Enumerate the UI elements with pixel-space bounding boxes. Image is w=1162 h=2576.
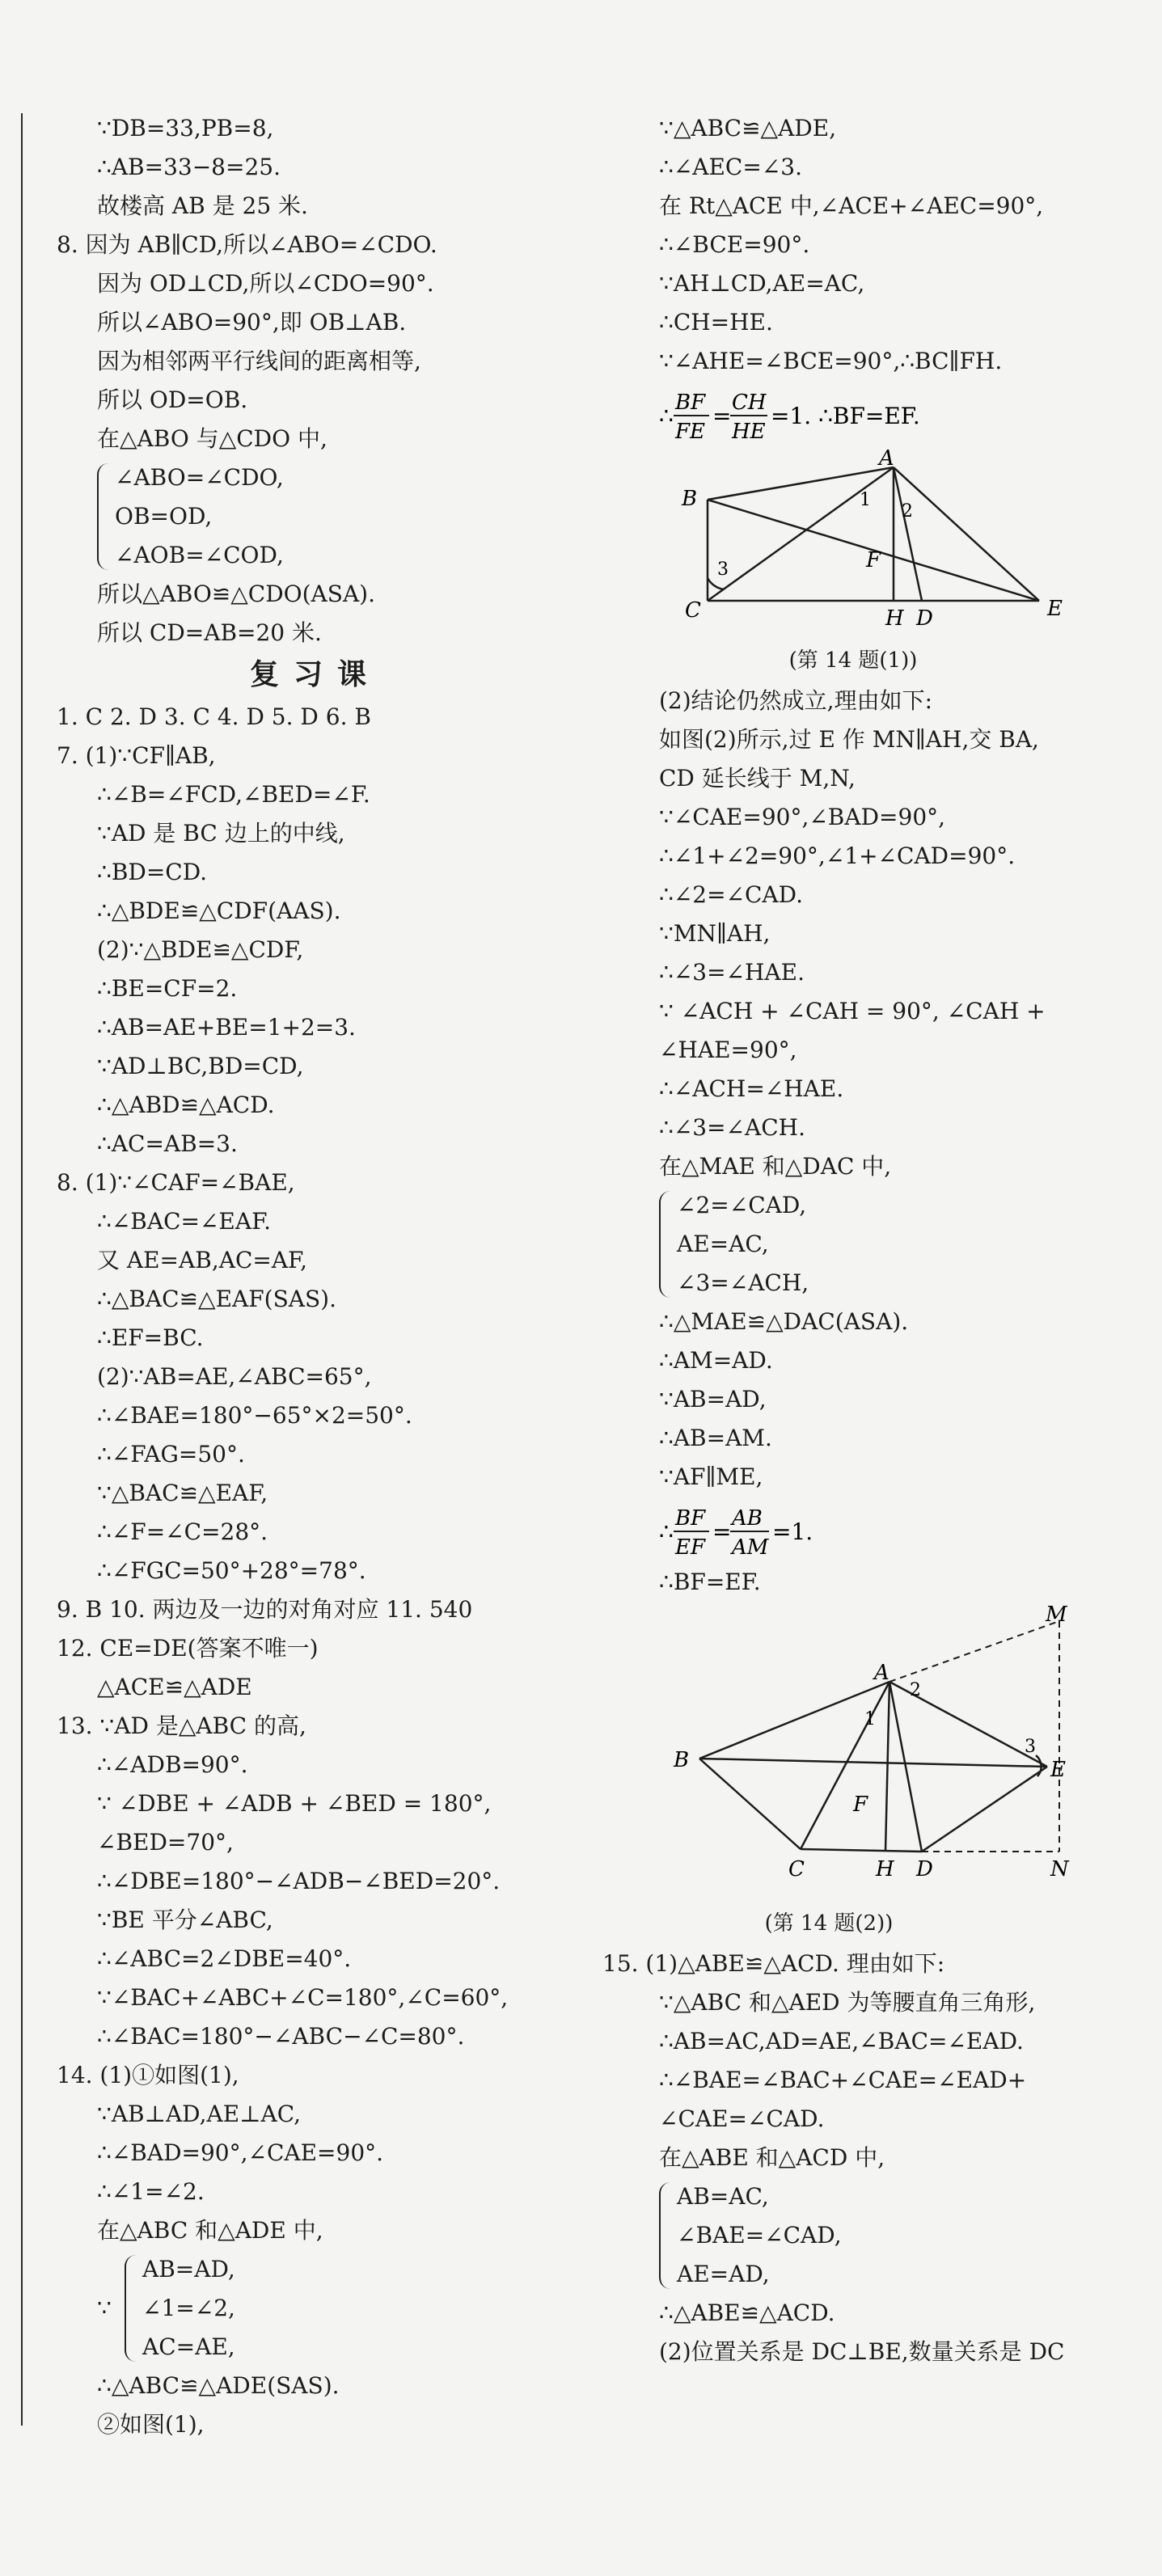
text-line: ∵∠AHE=∠BCE=90°,∴BC∥FH. xyxy=(659,348,1003,374)
brace-line: AB=AD, xyxy=(142,2256,235,2283)
segment-AC xyxy=(801,1682,889,1849)
text-line: ∴∠BCE=90°. xyxy=(659,231,810,258)
brace-line: ∠ABO=∠CDO, xyxy=(115,464,284,491)
point-label-C: C xyxy=(788,1857,805,1881)
text-line: ∴∠BAD=90°,∠CAE=90°. xyxy=(97,2139,384,2166)
text-line: ∠HAE=90°, xyxy=(659,1037,797,1063)
text-line: 15. (1)△ABE≌△ACD. 理由如下: xyxy=(602,1950,945,1977)
brace-line: AB=AC, xyxy=(677,2183,769,2210)
text-line: ∵AB⊥AD,AE⊥AC, xyxy=(97,2101,302,2127)
text-line: ∴△ABC≌△ADE(SAS). xyxy=(97,2372,340,2399)
equals-sign: = xyxy=(712,1518,732,1545)
text-line: ∴∠2=∠CAD. xyxy=(659,881,804,908)
text-line: ∴∠BAC=∠EAF. xyxy=(97,1208,272,1235)
figure-14-1 xyxy=(659,447,1144,682)
segment-AH xyxy=(885,1682,889,1852)
text-line: ∴∠ADB=90°. xyxy=(97,1751,248,1778)
brace-line: AC=AE, xyxy=(142,2333,235,2360)
text-line: ∴∠BAE=180°−65°×2=50°. xyxy=(97,1402,412,1429)
point-label-D: D xyxy=(916,606,933,631)
text-line: ∵AB=AD, xyxy=(659,1386,767,1413)
text-line: ∴∠BAC=180°−∠ABC−∠C=80°. xyxy=(97,2023,465,2050)
brace-mark xyxy=(659,1191,674,1298)
brace-line: ∠AOB=∠COD, xyxy=(115,542,284,568)
fraction-equation xyxy=(659,383,999,448)
text-line: ∵△BAC≌△EAF, xyxy=(97,1480,268,1506)
angle-label-2: 2 xyxy=(910,1680,921,1700)
point-label-E: E xyxy=(1047,597,1063,621)
point-label-B: B xyxy=(674,1748,690,1772)
segment-BA xyxy=(699,1682,889,1759)
segment-CA xyxy=(708,467,894,601)
text-line: 7. (1)∵CF∥AB, xyxy=(57,742,216,769)
text-line: ∴∠FAG=50°. xyxy=(97,1441,245,1467)
point-label-N: N xyxy=(1050,1857,1069,1881)
point-label-A: A xyxy=(874,1661,889,1685)
segment-BC xyxy=(699,1759,801,1849)
extension-AM xyxy=(889,1621,1059,1682)
text-line: ∴∠FGC=50°+28°=78°. xyxy=(97,1557,366,1584)
text-line: ∴∠BAE=∠BAC+∠CAE=∠EAD+ xyxy=(659,2067,1027,2093)
point-label-F: F xyxy=(853,1793,868,1817)
text-line: 在 Rt△ACE 中,∠ACE+∠AEC=90°, xyxy=(659,192,1044,219)
angle-3-arc xyxy=(708,578,724,589)
angle-label-1: 1 xyxy=(864,1709,876,1729)
text-line: ∵AD 是 BC 边上的中线, xyxy=(97,820,345,847)
text-line: ∵△ABC≌△ADE, xyxy=(659,115,837,141)
text-line: ∴∠ABC=2∠DBE=40°. xyxy=(97,1945,352,1972)
text-line: ∴△ABE≌△ACD. xyxy=(659,2299,835,2326)
text-line: ∠BED=70°, xyxy=(97,1829,234,1856)
right-column xyxy=(602,109,1144,2371)
text-line: ∴AB=AE+BE=1+2=3. xyxy=(97,1014,356,1041)
text-line: 所以∠ABO=90°,即 OB⊥AB. xyxy=(97,309,407,336)
point-label-B: B xyxy=(682,487,698,511)
denominator: EF xyxy=(675,1535,706,1560)
denominator: HE xyxy=(732,419,766,444)
brace-line: AE=AD, xyxy=(677,2261,770,2287)
brace-mark xyxy=(659,2182,674,2289)
text-line: ∴∠1=∠2. xyxy=(97,2178,205,2205)
brace-line: OB=OD, xyxy=(115,503,213,530)
fraction-equation xyxy=(659,1499,902,1564)
figure-caption: (第 14 题(1)) xyxy=(788,648,918,673)
text-line: 14. (1)①如图(1), xyxy=(57,2062,239,2088)
text-line: 在△ABE 和△ACD 中, xyxy=(659,2144,885,2171)
brace-line: ∠BAE=∠CAD, xyxy=(677,2222,842,2249)
text-line: ∴∠1+∠2=90°,∠1+∠CAD=90°. xyxy=(659,842,1016,869)
point-label-H: H xyxy=(876,1857,894,1881)
angle-label-2: 2 xyxy=(902,501,913,522)
text-line: △ACE≌△ADE xyxy=(97,1674,252,1700)
text-line: ∴∠AEC=∠3. xyxy=(659,154,802,180)
angle-label-3: 3 xyxy=(717,560,729,580)
figure-caption: (第 14 题(2)) xyxy=(764,1911,894,1936)
brace-line: ∠1=∠2, xyxy=(142,2295,235,2321)
result-text: =1. xyxy=(772,1518,813,1545)
text-line: ∴CH=HE. xyxy=(659,309,773,336)
text-line: ②如图(1), xyxy=(97,2411,205,2438)
geometry-figure-2 xyxy=(659,1605,1144,1904)
brace-line: AE=AC, xyxy=(677,1231,769,1257)
section-heading: 复习课 xyxy=(249,658,381,691)
brace-line: ∠3=∠ACH, xyxy=(677,1269,809,1296)
brace-group xyxy=(97,2250,574,2367)
equals-sign: = xyxy=(712,402,732,429)
text-line: 13. ∵AD 是△ABC 的高, xyxy=(57,1712,306,1739)
text-line: 在△ABC 和△ADE 中, xyxy=(97,2217,323,2244)
text-line: 1. C 2. D 3. C 4. D 5. D 6. B xyxy=(57,703,371,730)
segment-AD xyxy=(889,1682,922,1852)
text-line: ∴△ABD≌△ACD. xyxy=(97,1092,275,1118)
text-line: ∵AF∥ME, xyxy=(659,1463,763,1490)
text-line: ∴AM=AD. xyxy=(659,1347,773,1374)
text-line: 所以 CD=AB=20 米. xyxy=(97,619,322,646)
therefore-symbol: ∴ xyxy=(659,1518,674,1545)
text-line: ∴AB=AM. xyxy=(659,1425,772,1451)
text-line: ∵∠CAE=90°,∠BAD=90°, xyxy=(659,804,946,830)
text-line: ∴AC=AB=3. xyxy=(97,1130,238,1157)
text-line: 故楼高 AB 是 25 米. xyxy=(97,192,308,219)
denominator: AM xyxy=(732,1535,769,1560)
numerator: BF xyxy=(675,1505,706,1531)
text-line: 12. CE=DE(答案不唯一) xyxy=(57,1635,319,1662)
text-line: ∵AD⊥BC,BD=CD, xyxy=(97,1053,304,1079)
brace-body xyxy=(125,2250,574,2367)
figure-14-2 xyxy=(659,1605,1144,1945)
text-line: (2)位置关系是 DC⊥BE,数量关系是 DC xyxy=(659,2338,1065,2365)
point-label-A: A xyxy=(879,447,894,471)
text-line: ∴BE=CF=2. xyxy=(97,975,238,1002)
text-line: ∴∠ACH=∠HAE. xyxy=(659,1075,844,1102)
point-label-E: E xyxy=(1050,1758,1066,1782)
text-line: ∴△BDE≌△CDF(AAS). xyxy=(97,897,341,924)
segment-AD xyxy=(894,467,922,601)
text-line: ∴BF=EF. xyxy=(659,1569,761,1595)
brace-group xyxy=(659,1186,1144,1303)
text-line: ∴∠B=∠FCD,∠BED=∠F. xyxy=(97,781,370,808)
text-line: ∴△MAE≌△DAC(ASA). xyxy=(659,1308,909,1335)
text-line: ∵∠BAC+∠ABC+∠C=180°,∠C=60°, xyxy=(97,1984,509,2011)
brace-group xyxy=(97,458,574,575)
text-line: ∵ ∠ACH + ∠CAH = 90°, ∠CAH + xyxy=(659,998,1046,1024)
text-line: 8. 因为 AB∥CD,所以∠ABO=∠CDO. xyxy=(57,231,437,258)
text-line: ∴BD=CD. xyxy=(97,859,208,885)
text-line: CD 延长线于 M,N, xyxy=(659,765,856,792)
point-label-C: C xyxy=(685,598,701,623)
text-line: ∴AB=AC,AD=AE,∠BAC=∠EAD. xyxy=(659,2028,1024,2054)
brace-mark xyxy=(97,463,112,570)
left-column xyxy=(57,109,574,2444)
text-line: ∵ ∠DBE + ∠ADB + ∠BED = 180°, xyxy=(97,1790,492,1817)
geometry-figure-1 xyxy=(659,447,1144,641)
text-line: ∴EF=BC. xyxy=(97,1324,204,1351)
point-label-H: H xyxy=(885,606,904,631)
therefore-symbol: ∴ xyxy=(659,402,674,429)
point-label-M: M xyxy=(1046,1605,1067,1627)
fraction-line xyxy=(659,1497,1144,1563)
text-line: (2)结论仍然成立,理由如下: xyxy=(659,687,932,714)
segment-BE xyxy=(699,1759,1047,1767)
text-line: ∵DB=33,PB=8, xyxy=(97,115,274,141)
text-line: (2)∵△BDE≌△CDF, xyxy=(97,936,304,963)
numerator: CH xyxy=(732,390,767,415)
text-line: 所以△ABO≌△CDO(ASA). xyxy=(97,581,375,607)
text-line: ∴∠DBE=180°−∠ADB−∠BED=20°. xyxy=(97,1868,501,1894)
text-line: ∴∠3=∠ACH. xyxy=(659,1114,805,1141)
text-line: ∴AB=33−8=25. xyxy=(97,154,281,180)
text-line: 因为相邻两平行线间的距离相等, xyxy=(97,348,421,374)
text-line: ∴∠F=∠C=28°. xyxy=(97,1518,268,1545)
text-line: 如图(2)所示,过 E 作 MN∥AH,交 BA, xyxy=(659,726,1039,753)
result-text: =1. ∴BF=EF. xyxy=(771,402,920,429)
text-line: 8. (1)∵∠CAF=∠BAE, xyxy=(57,1169,295,1196)
brace-group xyxy=(659,2177,1144,2294)
text-line: 在△ABO 与△CDO 中, xyxy=(97,425,327,452)
fraction-line xyxy=(659,381,1144,447)
text-line: 在△MAE 和△DAC 中, xyxy=(659,1153,892,1180)
text-line: ∴∠3=∠HAE. xyxy=(659,959,805,986)
text-line: 9. B 10. 两边及一边的对角对应 11. 540 xyxy=(57,1596,473,1623)
column-rule xyxy=(21,113,23,2426)
text-line: 所以 OD=OB. xyxy=(97,386,248,413)
text-line: ∵BE 平分∠ABC, xyxy=(97,1907,273,1933)
numerator: AB xyxy=(732,1505,763,1531)
segment-AE xyxy=(894,467,1039,601)
denominator: FE xyxy=(675,419,706,444)
brace-mark xyxy=(125,2255,139,2362)
text-line: ∵MN∥AH, xyxy=(659,920,771,947)
numerator: BF xyxy=(675,390,706,415)
brace-line: ∠2=∠CAD, xyxy=(677,1192,807,1218)
text-line: (2)∵AB=AE,∠ABC=65°, xyxy=(97,1363,372,1390)
angle-label-3: 3 xyxy=(1025,1737,1036,1757)
segment-CD xyxy=(801,1849,922,1852)
text-line: ∵△ABC 和△AED 为等腰直角三角形, xyxy=(659,1989,1036,2016)
angle-label-1: 1 xyxy=(860,490,871,510)
segment-DE xyxy=(922,1767,1047,1852)
because-symbol: ∵ xyxy=(97,2295,112,2321)
text-line: ∵AH⊥CD,AE=AC, xyxy=(659,270,865,297)
text-line: 因为 OD⊥CD,所以∠CDO=90°. xyxy=(97,270,434,297)
point-label-D: D xyxy=(916,1857,933,1881)
text-line: 又 AE=AB,AC=AF, xyxy=(97,1247,308,1273)
point-label-F: F xyxy=(866,548,881,572)
text-line: ∴△BAC≌△EAF(SAS). xyxy=(97,1286,336,1312)
text-line: ∠CAE=∠CAD. xyxy=(659,2105,825,2132)
